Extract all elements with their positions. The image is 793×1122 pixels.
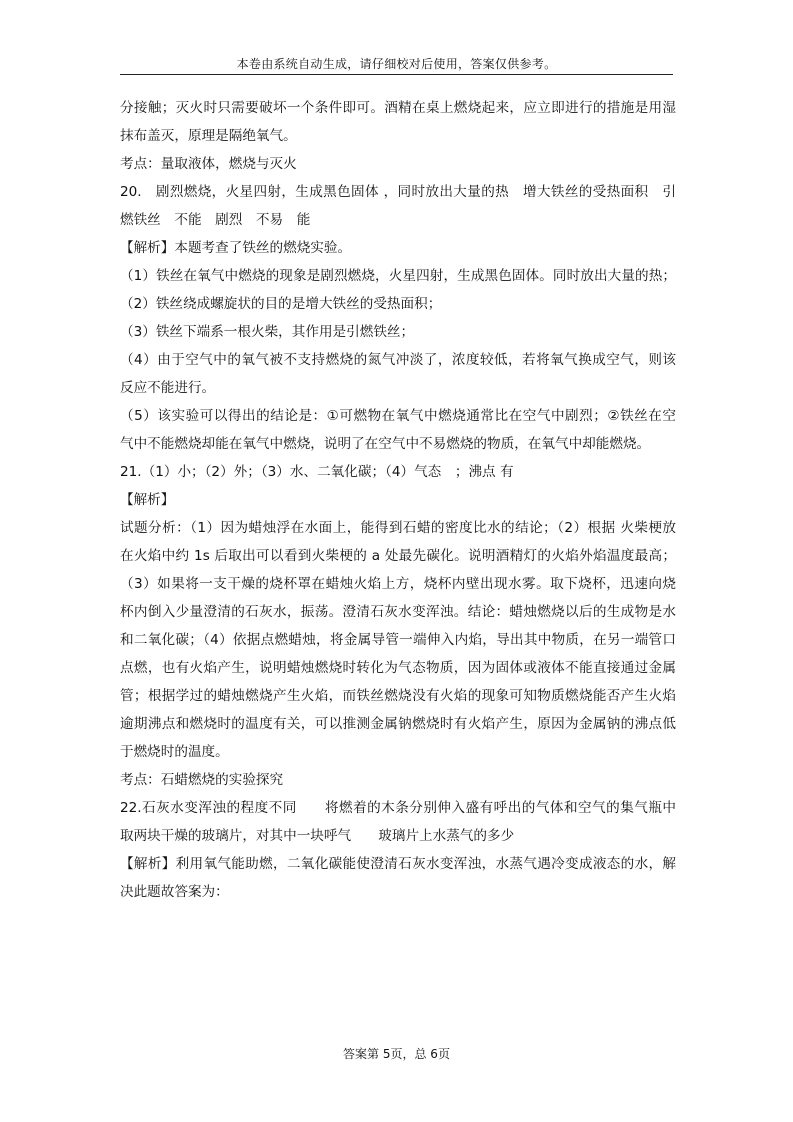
- text-line: 决此题故答案为：: [120, 884, 229, 900]
- text-line: 21.（1）小；（2）外；（3）水、二氧化碳；（4）气态 ；沸点 有: [120, 464, 514, 480]
- text-line: （3）如果将一支干燥的烧杯罩在蜡烛火焰上方，烧杯内壁出现水雾。取下烧杯，迅速向烧: [120, 576, 676, 592]
- text-line: 点燃，也有火焰产生，说明蜡烛燃烧时转化为气态物质，因为固体或液体不能直接通过金属: [120, 660, 676, 676]
- text-line: （1）铁丝在氧气中燃烧的现象是剧烈燃烧，火星四射，生成黑色固体。同时放出大量的热；: [120, 268, 676, 284]
- text-line: 气中不能燃烧却能在氧气中燃烧，说明了在空气中不易燃烧的物质，在氧气中却能燃烧。: [120, 436, 651, 452]
- text-line: 22.石灰水变浑浊的程度不同 将燃着的木条分别伸入盛有呼出的气体和空气的集气瓶中: [120, 800, 676, 816]
- text-line: 抹布盖灭，原理是隔绝氧气。: [120, 128, 297, 144]
- text-line: （5）该实验可以得出的结论是：①可燃物在氧气中燃烧通常比在空气中剧烈；②铁丝在空: [120, 408, 676, 424]
- text-line: 试题分析：（1）因为蜡烛浮在水面上，能得到石蜡的密度比水的结论；（2）根据 火柴梗放: [120, 520, 676, 536]
- text-line: 于燃烧时的温度。: [120, 744, 229, 760]
- text-line: 取两块干燥的玻璃片，对其中一块呼气 玻璃片上水蒸气的多少: [120, 828, 515, 844]
- text-line: （2）铁丝绕成螺旋状的目的是增大铁丝的受热面积；: [120, 296, 442, 312]
- text-line: 考点：量取液体，燃烧与灭火: [120, 156, 297, 172]
- text-line: 反应不能进行。: [120, 380, 216, 396]
- text-line: 20. 剧烈燃烧，火星四射，生成黑色固体 ，同时放出大量的热 增大铁丝的受热面积 引: [120, 184, 676, 200]
- text-line: 分接触；灭火时只需要破坏一个条件即可。酒精在桌上燃烧起来，应立即进行的措施是用湿: [120, 100, 676, 116]
- text-line: （4）由于空气中的氧气被不支持燃烧的氮气冲淡了，浓度较低，若将氧气换成空气，则该: [120, 352, 676, 368]
- text-line: 和二氧化碳；（4）依据点燃蜡烛，将金属导管一端伸入内焰，导出其中物质，在另一端管口: [120, 632, 676, 648]
- text-line: 管；根据学过的蜡烛燃烧产生火焰，而铁丝燃烧没有火焰的现象可知物质燃烧能否产生火焰: [120, 688, 676, 704]
- text-line: （3）铁丝下端系一根火柴，其作用是引燃铁丝；: [120, 324, 415, 340]
- text-line: 【解析】利用氧气能助燃，二氧化碳能使澄清石灰水变浑浊，水蒸气遇冷变成液态的水，解: [120, 856, 676, 872]
- header-rule: [120, 74, 673, 75]
- text-line: 杯内倒入少量澄清的石灰水，振荡。澄清石灰水变浑浊。结论：蜡烛燃烧以后的生成物是水: [120, 604, 676, 620]
- text-line: 【解析】: [120, 492, 175, 508]
- page-footer: 答案第 5页，总 6页: [343, 1047, 450, 1061]
- answer-content: [120, 94, 676, 906]
- text-line: 逾期沸点和燃烧时的温度有关，可以推测金属钠燃烧时有火焰产生，原因为金属钠的沸点低: [120, 716, 676, 732]
- text-line: 在火焰中约 1s 后取出可以看到火柴梗的 a 处最先碳化。说明酒精灯的火焰外焰温度最高；: [120, 548, 676, 564]
- page-header: 本卷由系统自动生成，请仔细校对后使用，答案仅供参考。: [236, 57, 557, 71]
- text-line: 【解析】本题考查了铁丝的燃烧实验。: [120, 240, 352, 256]
- text-line: 燃铁丝 不能 剧烈 不易 能: [120, 212, 311, 228]
- text-line: 考点：石蜡燃烧的实验探究: [120, 772, 284, 788]
